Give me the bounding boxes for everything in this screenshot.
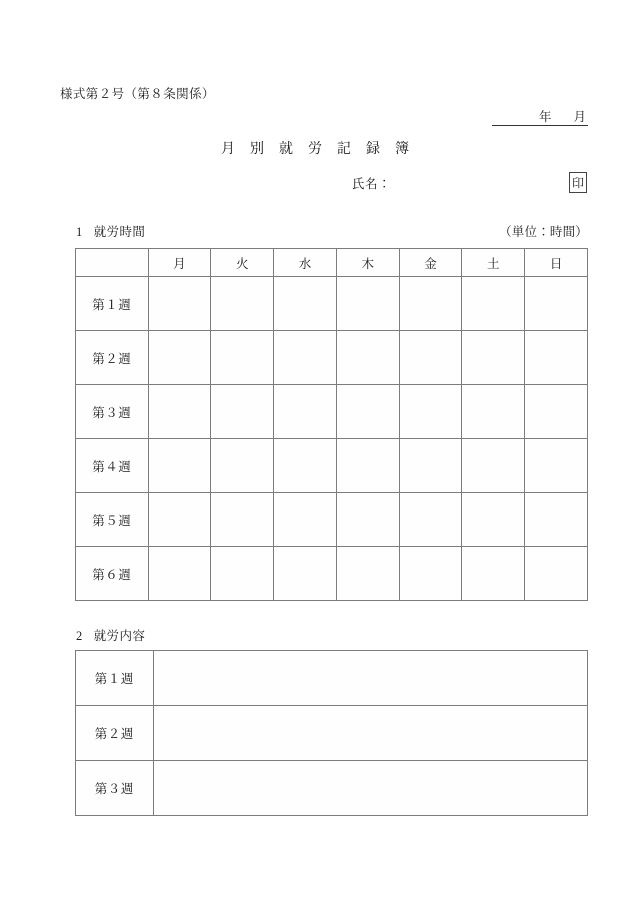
- form-number-label: 様式第２号（第８条関係）: [60, 87, 215, 101]
- table-row: [76, 277, 588, 331]
- table-row: [76, 761, 588, 816]
- section-1-index: 1: [76, 225, 83, 239]
- table-row: [76, 439, 588, 493]
- column-header-mon: 月: [148, 249, 211, 277]
- section-1-heading: [76, 222, 145, 240]
- unit-note: （単位：時間）: [499, 225, 588, 239]
- hours-cell[interactable]: [274, 547, 337, 601]
- hours-cell[interactable]: [211, 331, 274, 385]
- hours-cell[interactable]: [525, 385, 588, 439]
- table-row: [76, 547, 588, 601]
- section-2-heading: [76, 626, 145, 644]
- column-header-thu: 木: [336, 249, 399, 277]
- section-2-title: 就労内容: [93, 629, 146, 643]
- row-label-week-1: 第１週: [76, 277, 149, 331]
- hours-cell[interactable]: [462, 439, 525, 493]
- hours-cell[interactable]: [148, 385, 211, 439]
- column-header-sat: 土: [462, 249, 525, 277]
- hours-cell[interactable]: [399, 385, 462, 439]
- hours-cell[interactable]: [274, 385, 337, 439]
- hours-cell[interactable]: [336, 493, 399, 547]
- table-row: [76, 493, 588, 547]
- hours-cell[interactable]: [148, 493, 211, 547]
- hours-cell[interactable]: [399, 331, 462, 385]
- column-header-sun: 日: [525, 249, 588, 277]
- hours-cell[interactable]: [148, 331, 211, 385]
- hours-cell[interactable]: [336, 277, 399, 331]
- hours-cell[interactable]: [462, 385, 525, 439]
- row-label-week-5: 第５週: [76, 493, 149, 547]
- month-label: 月: [573, 110, 586, 124]
- hours-cell[interactable]: [525, 277, 588, 331]
- hours-cell[interactable]: [274, 493, 337, 547]
- row-label-week-4: 第４週: [76, 439, 149, 493]
- hours-cell[interactable]: [211, 493, 274, 547]
- table-row: [76, 706, 588, 761]
- table-row: [76, 331, 588, 385]
- column-header-wed: 水: [274, 249, 337, 277]
- hours-cell[interactable]: [462, 547, 525, 601]
- hours-cell[interactable]: [399, 439, 462, 493]
- hours-cell[interactable]: [148, 277, 211, 331]
- hours-cell[interactable]: [274, 331, 337, 385]
- row-label-week-2: 第２週: [76, 331, 149, 385]
- hours-cell[interactable]: [336, 439, 399, 493]
- working-hours-table: [75, 248, 588, 601]
- hours-cell[interactable]: [462, 493, 525, 547]
- hours-cell[interactable]: [525, 493, 588, 547]
- section-1-title: 就労時間: [93, 225, 146, 239]
- hours-cell[interactable]: [336, 385, 399, 439]
- row-label-week-6: 第６週: [76, 547, 149, 601]
- seal-stamp-box[interactable]: 印: [569, 172, 587, 193]
- page-title: 月別就労記録簿: [221, 142, 424, 157]
- hours-cell[interactable]: [274, 439, 337, 493]
- content-cell[interactable]: [153, 761, 587, 816]
- hours-cell[interactable]: [399, 547, 462, 601]
- hours-cell[interactable]: [525, 439, 588, 493]
- year-label: 年: [538, 110, 552, 124]
- column-header-tue: 火: [211, 249, 274, 277]
- content-row-label-week-2: 第２週: [76, 706, 154, 761]
- hours-cell[interactable]: [211, 385, 274, 439]
- hours-cell[interactable]: [211, 547, 274, 601]
- hours-cell[interactable]: [211, 277, 274, 331]
- content-row-label-week-3: 第３週: [76, 761, 154, 816]
- hours-cell[interactable]: [525, 331, 588, 385]
- hours-cell[interactable]: [148, 439, 211, 493]
- hours-cell[interactable]: [399, 493, 462, 547]
- row-label-week-3: 第３週: [76, 385, 149, 439]
- hours-table-corner-cell: [76, 249, 149, 277]
- hours-cell[interactable]: [525, 547, 588, 601]
- table-header-row: [76, 249, 588, 277]
- work-content-table: [75, 650, 588, 816]
- hours-cell[interactable]: [336, 331, 399, 385]
- content-row-label-week-1: 第１週: [76, 651, 154, 706]
- hours-cell[interactable]: [462, 277, 525, 331]
- content-cell[interactable]: [153, 706, 587, 761]
- name-field-label: 氏名：: [352, 177, 392, 191]
- section-2-index: 2: [76, 629, 83, 643]
- name-row: [352, 172, 588, 196]
- column-header-fri: 金: [399, 249, 462, 277]
- hours-cell[interactable]: [274, 277, 337, 331]
- hours-cell[interactable]: [336, 547, 399, 601]
- table-row: [76, 385, 588, 439]
- content-cell[interactable]: [153, 651, 587, 706]
- hours-cell[interactable]: [399, 277, 462, 331]
- hours-cell[interactable]: [211, 439, 274, 493]
- date-entry-line[interactable]: [492, 108, 588, 126]
- hours-cell[interactable]: [148, 547, 211, 601]
- table-row: [76, 651, 588, 706]
- hours-cell[interactable]: [462, 331, 525, 385]
